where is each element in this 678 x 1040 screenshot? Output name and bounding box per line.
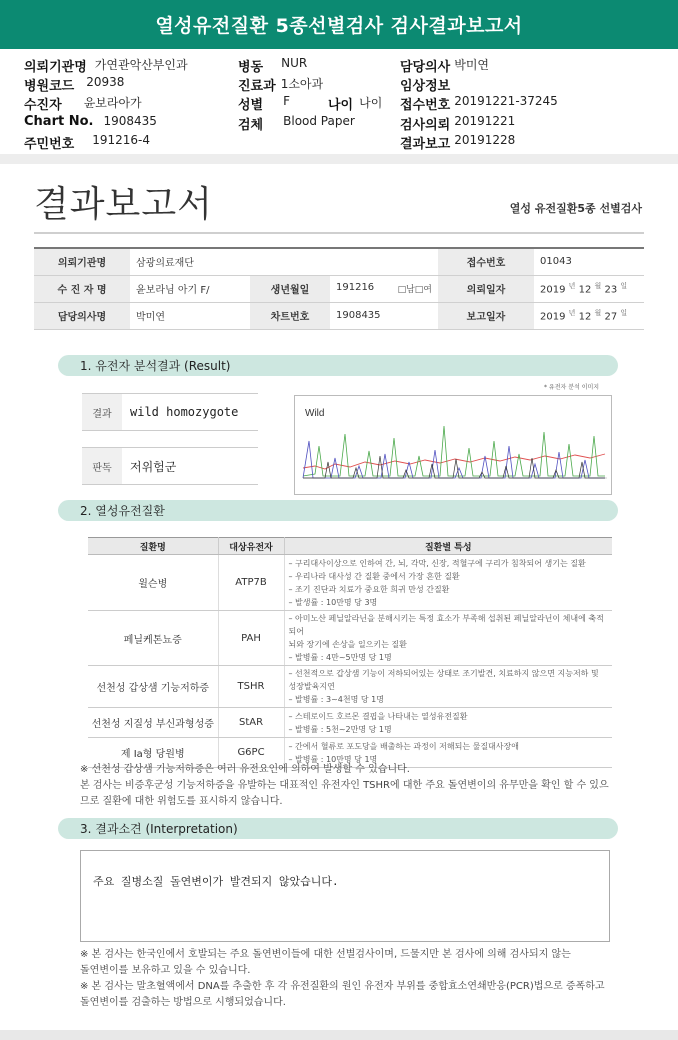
header-request-date: 검사의뢰 20191221	[400, 114, 516, 133]
chromatogram-label: Wild	[305, 408, 325, 419]
method-notes: ※ 본 검사는 한국인에서 호발되는 주요 돌연변이들에 대한 선별검사이며, 드물지만 본 검사에 의해 검사되지 않는 돌연변이를 보유하고 있을 수 있습니다. ※ 본 검사는 말초혈액에서 DNA를 추출한 후 각 유전질환의 원인 유전자 부위를 중합효소연쇄반응(PCR)법으로 증폭하고 돌연변이를 검출하는 방법으로 시행되었습니다.	[80, 949, 605, 1008]
interpretation-box	[80, 850, 610, 942]
interpretation-text: 주요 질병소질 돌연변이가 발견되지 않았습니다.	[93, 875, 339, 888]
header-ward: 병동 NUR	[238, 56, 308, 75]
table-row: 윌슨병 ATP7B – 구리대사이상으로 인하여 간, 뇌, 각막, 신장, 적혈구에 구리가 침착되어 생기는 질환 – 우리나라 대사성 간 질환 중에서 가장 흔한 질환 – 조기 진단과 치료가 중요한 희귀 만성 간질환 – 발생률 : 10만명 당 3명	[88, 555, 612, 611]
request-info-table	[34, 247, 644, 330]
banner-title: 열성유전질환 5종선별검사 검사결과보고서	[155, 15, 523, 37]
report-date-label: 보고일자	[438, 302, 534, 329]
col-gene: 대상유전자	[218, 538, 284, 555]
receipt-label: 접수번호	[438, 248, 534, 275]
doctor-value: 박미연	[130, 302, 250, 329]
image-note: * 유전자 분석 이미지	[544, 384, 600, 391]
section-result-title: 1. 유전자 분석결과 (Result)	[80, 359, 231, 373]
col-disease: 질환명	[88, 538, 218, 555]
dob-value: 191216	[336, 282, 375, 293]
result-value: wild homozygote	[130, 405, 239, 419]
section-interp-title: 3. 결과소견 (Interpretation)	[80, 822, 238, 836]
header-receipt-no: 접수번호 20191221-37245	[400, 94, 558, 113]
section-interp-bar	[58, 818, 618, 839]
chart-label: 차트번호	[250, 302, 330, 329]
header-clinical-info: 임상정보	[400, 79, 451, 94]
header-age: 나이 나이	[328, 96, 383, 113]
chromatogram-image	[294, 395, 612, 495]
header-institution: 의뢰기관명 가연관악산부인과	[24, 58, 188, 75]
chart-value: 1908435	[330, 302, 438, 329]
header-chart-no: Chart No. 1908435	[24, 114, 157, 129]
report-title: 결과보고서	[34, 184, 213, 225]
chromatogram-svg	[295, 396, 613, 496]
request-date-label: 의뢰일자	[438, 275, 534, 302]
header-hospital-code: 병원코드 20938	[24, 75, 125, 94]
header-sex: 성별 F	[238, 94, 291, 113]
header-department: 진료과 1소아과	[238, 77, 324, 94]
judge-row	[82, 447, 258, 485]
result-row	[82, 393, 258, 431]
table-row: 제 Ia형 당원병 G6PC – 간에서 혈류로 포도당을 배출하는 과정이 저해되는 물질대사장애 – 발병률 : 10만명 당 1명	[88, 738, 612, 768]
institution-label: 의뢰기관명	[34, 248, 130, 275]
institution-value: 삼광의료재단	[130, 248, 438, 275]
trace-green	[303, 426, 605, 476]
header-doctor: 담당의사 박미연	[400, 58, 490, 75]
judge-value: 저위험군	[130, 459, 177, 474]
patient-label: 수 진 자 명	[34, 275, 130, 302]
table-row: 선천성 갑상샘 기능저하증 TSHR – 선천적으로 갑상샘 기능이 저하되어있는 상태로 조기발견, 치료하지 않으면 지능저하 및 성장발육지연 – 발병률 : 3~4천명 당 1명	[88, 666, 612, 708]
header-specimen: 검체 Blood Paper	[238, 114, 355, 133]
header-report-date: 결과보고 20191228	[400, 133, 516, 152]
header-patient: 수진자 윤보라아가	[24, 96, 142, 113]
dob-cell	[330, 275, 438, 302]
report-date-value: 2019 $^년$ 12 $^월$ 27 $^일$	[534, 302, 644, 329]
bottom-strip	[0, 1030, 678, 1040]
disease-table	[88, 537, 612, 768]
dob-label: 생년월일	[250, 275, 330, 302]
tshr-note: ※ 선천성 갑상샘 기능저하증은 여러 유전요인에 의하여 발생할 수 있습니다. 본 검사는 비증후군성 기능저하증을 유발하는 대표적인 유전자인 TSHR에 대한 주요 돌연변이의 유무만을 확인 할 수 있으 므로 질환에 대한 위험도를 표시하지 않습니다.	[80, 764, 609, 807]
result-label: 결과	[82, 394, 122, 430]
doctor-label: 담당의사명	[34, 302, 130, 329]
patient-value: 윤보라님 아기 F/	[130, 275, 250, 302]
table-row: 선천성 지질성 부신과형성증 StAR – 스테로이드 호르몬 결핍을 나타내는 열성유전질환 – 발병률 : 5천~2만명 당 1명	[88, 708, 612, 738]
section-disease-bar	[58, 500, 618, 521]
sex-checkboxes: □남□여	[397, 285, 432, 295]
request-date-value: 2019 $^년$ 12 $^월$ 23 $^일$	[534, 275, 644, 302]
report-banner	[0, 0, 678, 49]
section-disease-title: 2. 열성유전질환	[80, 504, 165, 518]
divider-strip	[0, 154, 678, 164]
col-characteristics: 질환별 특성	[284, 538, 612, 555]
title-divider	[34, 232, 644, 234]
report-subtitle: 열성 유전질환5종 선별검사	[509, 202, 642, 215]
patient-header	[0, 54, 678, 154]
table-row: 페닐케톤뇨증 PAH – 아미노산 페닐알라닌을 분해시키는 특정 효소가 부족해 섭취된 페닐알라닌이 체내에 축적되어 뇌와 장기에 손상을 일으키는 질환 – 발병률 : 4만~5만명 당 1명	[88, 611, 612, 666]
section-result-bar	[58, 355, 618, 376]
receipt-value: 01043	[534, 248, 644, 275]
judge-label: 판독	[82, 448, 122, 484]
header-resident-no: 주민번호 191216-4	[24, 133, 151, 152]
